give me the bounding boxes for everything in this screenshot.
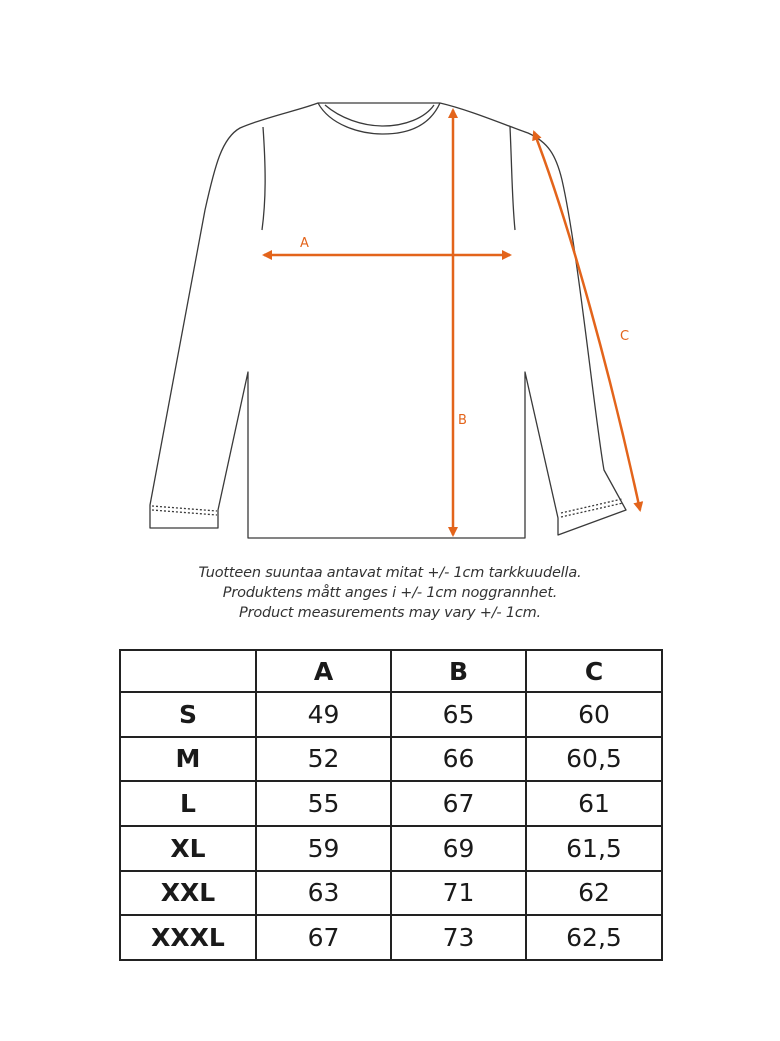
shirt-outline bbox=[150, 103, 626, 538]
cell-a: 59 bbox=[256, 826, 391, 871]
cell-c: 61,5 bbox=[526, 826, 662, 871]
cell-b: 71 bbox=[391, 871, 526, 916]
row-size: S bbox=[120, 692, 256, 737]
dimension-c-arrow bbox=[534, 132, 640, 510]
cell-a: 52 bbox=[256, 737, 391, 782]
cell-c: 62 bbox=[526, 871, 662, 916]
dimension-c-label: C bbox=[620, 329, 630, 344]
table-row bbox=[120, 915, 662, 960]
cell-c: 61 bbox=[526, 781, 662, 826]
table-row bbox=[120, 781, 662, 826]
dimension-a-label: A bbox=[300, 236, 309, 251]
cell-b: 73 bbox=[391, 915, 526, 960]
size-chart-table bbox=[119, 649, 663, 961]
table-row bbox=[120, 871, 662, 916]
cell-b: 66 bbox=[391, 737, 526, 782]
table-header-row bbox=[120, 650, 662, 692]
cell-b: 69 bbox=[391, 826, 526, 871]
note-line-english: Product measurements may vary +/- 1cm. bbox=[239, 605, 541, 621]
row-size: XXL bbox=[120, 871, 256, 916]
cell-c: 60 bbox=[526, 692, 662, 737]
cell-a: 67 bbox=[256, 915, 391, 960]
cell-c: 62,5 bbox=[526, 915, 662, 960]
row-size: M bbox=[120, 737, 256, 782]
row-size: XL bbox=[120, 826, 256, 871]
row-size: L bbox=[120, 781, 256, 826]
measurement-note bbox=[0, 563, 780, 623]
note-line-swedish: Produktens mått anges i +/- 1cm noggrannhet. bbox=[222, 585, 558, 601]
cell-b: 65 bbox=[391, 692, 526, 737]
cell-a: 63 bbox=[256, 871, 391, 916]
table-row bbox=[120, 692, 662, 737]
header-b: B bbox=[391, 650, 526, 692]
cell-a: 49 bbox=[256, 692, 391, 737]
table-row bbox=[120, 826, 662, 871]
cell-a: 55 bbox=[256, 781, 391, 826]
cell-b: 67 bbox=[391, 781, 526, 826]
note-line-finnish: Tuotteen suuntaa antavat mitat +/- 1cm tarkkuudella. bbox=[198, 565, 582, 581]
row-size: XXXL bbox=[120, 915, 256, 960]
cell-c: 60,5 bbox=[526, 737, 662, 782]
header-c: C bbox=[526, 650, 662, 692]
header-a: A bbox=[256, 650, 391, 692]
header-size bbox=[120, 650, 256, 692]
dimension-b-label: B bbox=[458, 413, 467, 428]
table-row bbox=[120, 737, 662, 782]
